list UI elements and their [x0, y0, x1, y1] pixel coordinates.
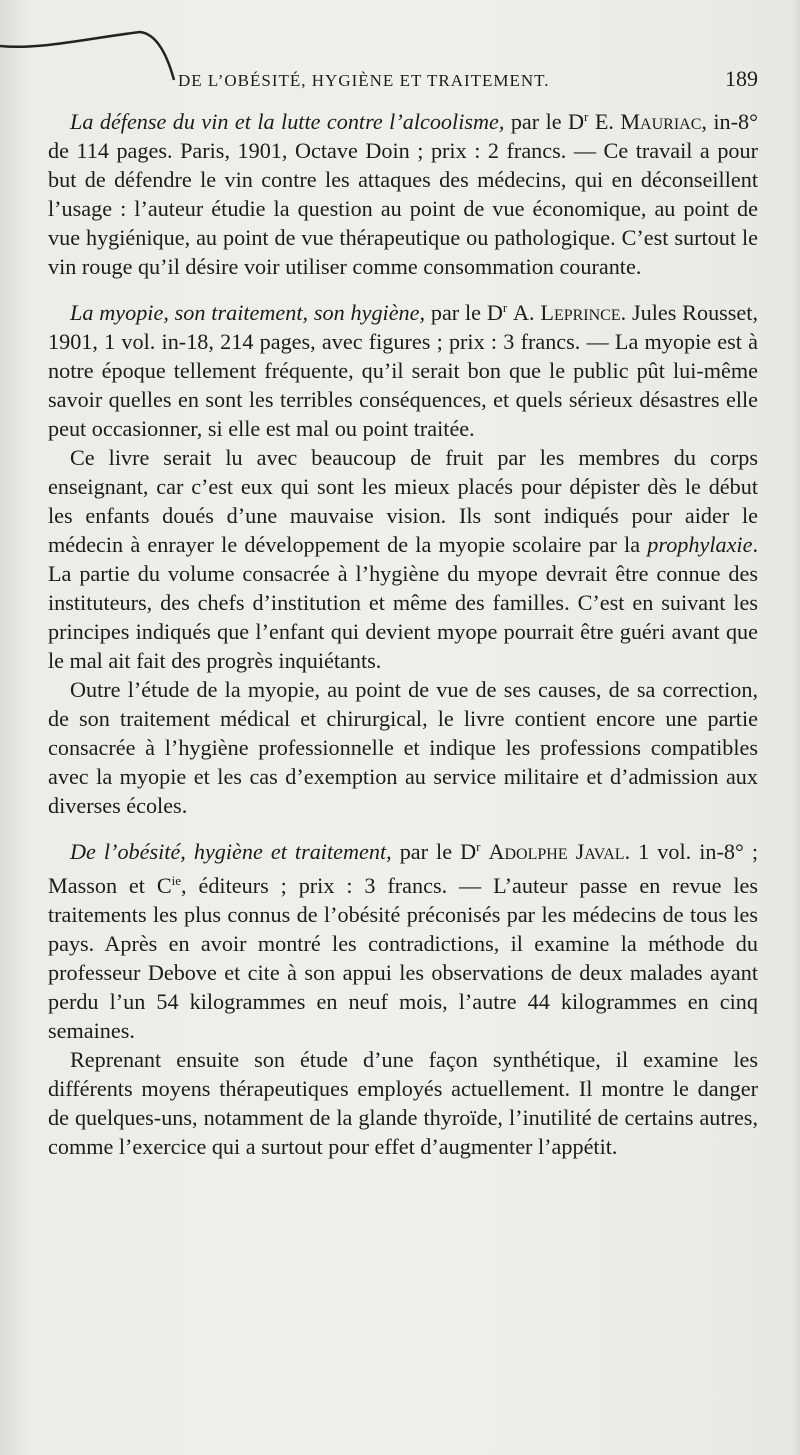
- review-obesity: [48, 832, 758, 1045]
- running-head: [178, 66, 758, 94]
- author-sup: r: [502, 300, 508, 315]
- review-title: La myopie, son traitement, son hygiène,: [70, 300, 426, 325]
- author-prefix: par le D: [430, 300, 503, 325]
- review-myopia-para3: Outre l’étude de la myopie, au point de vue de ses causes, de sa correction, de son traitement médical et chirurgical, le livre contient encore une partie consacrée à l’hygiène professionnelle et indique les professions compatibles avec la myopie et les cas d’exemption au service militaire et d’admission aux diverses écoles.: [48, 677, 758, 818]
- review-myopia: [48, 293, 758, 443]
- review-title: De l’obésité, hygiène et traitement,: [70, 839, 392, 864]
- author-name: A. Leprince: [513, 300, 621, 325]
- author-sup: r: [584, 109, 589, 124]
- page-number: 189: [725, 66, 758, 91]
- review-obesity-para2: Reprenant ensuite son étude d’une façon synthétique, il examine les différents moyens thérapeutiques employés actuellement. Il montre le danger de quelques-uns, notamment de la glande thyroïde, l’inutilité de certains autres, comme l’exercice qui a surtout pour effet d’augmenter l’appétit.: [48, 1047, 758, 1159]
- review-myopia-para2: [48, 443, 758, 675]
- author-prefix: par le D: [510, 109, 585, 134]
- review-title: La défense du vin et la lutte contre l’alcoolisme,: [70, 109, 505, 134]
- author-sup: r: [476, 839, 481, 854]
- body-text: [48, 102, 758, 1161]
- review-body: , in-8° de 114 pages. Paris, 1901, Octave Doin ; prix : 2 francs. — Ce travail a pour but de défendre le vin contre les attaques des médecins, qui en déconseillent l’usage : l’auteur étudie la question au point de vue économique, au point de vue hygiénique, au point de vue thérapeutique ou pathologique. C’est surtout le vin rouge qu’il désire voir utiliser comme consommation courante.: [48, 109, 758, 279]
- author-name: Adolphe Javal: [488, 839, 625, 864]
- para-text: . La partie du volume consacrée à l’hygiène du myope devrait être connue des instituteurs, des chefs d’institution et même des familles. C’est en suivant les principes indiqués que l’enfant qui devient myope pourrait être guéri avant que le mal ait fait des progrès inquiétants.: [48, 532, 758, 673]
- review-wine: [48, 102, 758, 281]
- review-body: . 1 vol. in-8° ; Masson et C: [48, 839, 758, 898]
- para-text: Ce livre serait lu avec beaucoup de fruit par les membres du corps enseignant, car c’est eux qui sont les mieux placés pour dépister dès le début les enfants doués d’une mauvaise vision. Ils sont indiqués pour aider le médecin à enrayer le développement de la myopie scolaire par la: [48, 445, 758, 557]
- review-body: , éditeurs ; prix : 3 francs. — L’auteur passe en revue les traitements les plus connus de l’obésité préconisés par les médecins de tous les pays. Après en avoir montré les contradictions, il examine la méthode du professeur Debove et cite à son appui les observations de deux malades ayant perdu l’un 54 kilogrammes en neuf mois, l’autre 44 kilogrammes en cinq semaines.: [48, 873, 759, 1043]
- running-title: DE L’OBÉSITÉ, HYGIÈNE ET TRAITEMENT.: [178, 71, 550, 90]
- review-body: . Jules Rousset, 1901, 1 vol. in-18, 214 pages, avec figures ; prix : 3 francs. — La myopie est à notre époque tellement fréquente, qu’il serait bon que le public pût lui-même savoir quelles en sont les terribles conséquences, et quels sérieux désastres elle peut occasionner, si elle est mal ou point traitée.: [48, 300, 758, 441]
- author-prefix: par le D: [399, 839, 477, 864]
- publisher-sup: ie: [171, 873, 182, 888]
- scan-corner-mark: [0, 28, 180, 88]
- author-name: E. Mauriac: [594, 109, 702, 134]
- para-emphasis: prophylaxie: [647, 532, 753, 557]
